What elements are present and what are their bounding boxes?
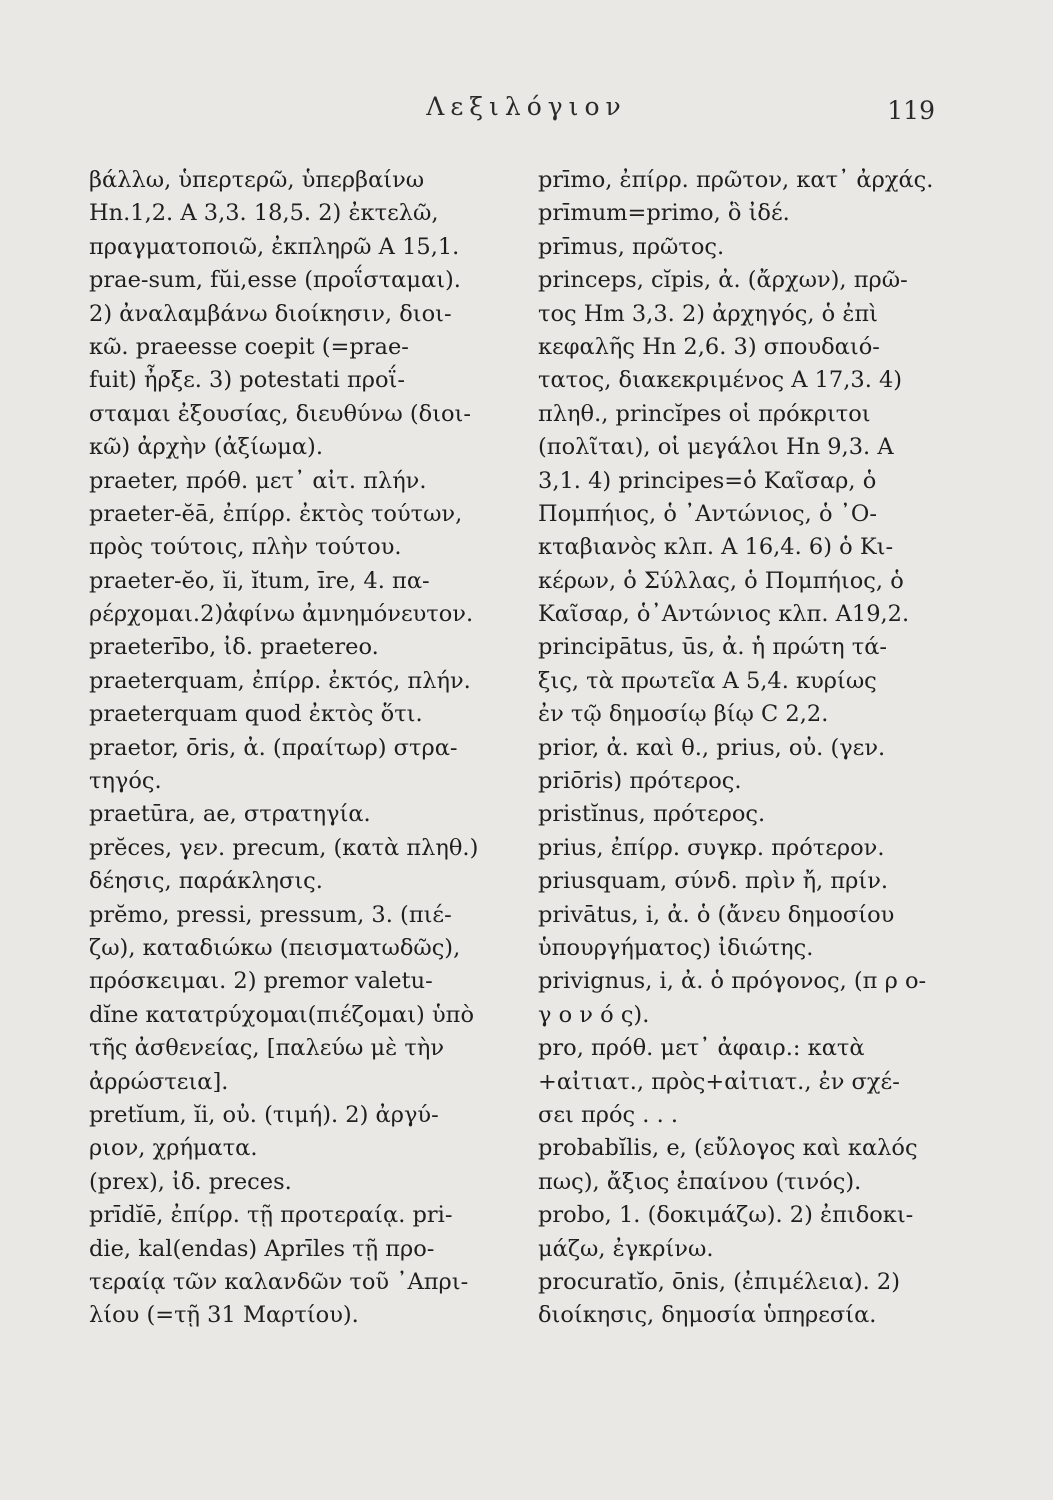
entry-line: σταμαι ἐξουσίας, διευθύνω (διοι- xyxy=(89,400,471,427)
entry-line: πρὸς τούτοις, πλὴν τούτου. xyxy=(89,534,402,561)
entry-line: prius, ἐπίρρ. συγκρ. πρότερον. xyxy=(538,834,885,861)
entry-line: 2) ἀναλαμβάνω διοίκησιν, διοι- xyxy=(89,300,452,327)
entry-line: μάζω, ἐγκρίνω. xyxy=(538,1235,714,1262)
entry-line: πως), ἄξιος ἐπαίνου (τινός). xyxy=(538,1168,862,1195)
entry-line: κῶ. praeesse coepit (=prae- xyxy=(89,333,409,360)
entry-line: praeterquam, ἐπίρρ. ἐκτός, πλήν. xyxy=(89,667,471,694)
entry-line: prĕmo, pressi, pressum, 3. (πιέ- xyxy=(89,901,452,928)
entry-line: Καῖσαρ, ὁ᾽Αντώνιος κλπ. A19,2. xyxy=(538,601,910,628)
entry-line: privātus, i, ἀ. ὁ (ἄνευ δημοσίου xyxy=(538,901,895,928)
entry-line: Hn.1,2. A 3,3. 18,5. 2) ἐκτελῶ, xyxy=(89,200,439,227)
entry-line: σει πρός . . . xyxy=(538,1101,679,1128)
entry-line: probabĭlis, e, (εὔλογος καὶ καλός xyxy=(538,1135,918,1162)
entry-line: praeter-ĕā, ἐπίρρ. ἐκτὸς τούτων, xyxy=(89,500,463,527)
entry-line: prīmo, ἐπίρρ. πρῶτον, κατ᾽ ἀρχάς. xyxy=(538,167,934,193)
entry-line: praetūra, ae, στρατηγία. xyxy=(89,801,371,828)
right-column xyxy=(538,164,948,1333)
entry-line: κεφαλῆς Hn 2,6. 3) σπουδαιό- xyxy=(538,333,880,360)
entry-line: priusquam, σύνδ. πρὶν ἤ, πρίν. xyxy=(538,868,889,895)
entry-line: praeter, πρόθ. μετ᾽ αἰτ. πλήν. xyxy=(89,467,427,494)
entry-line: τηγός. xyxy=(89,768,162,795)
entry-line: ἀρρώστεια]. xyxy=(89,1068,229,1095)
entry-line: ρέρχομαι.2)ἀφίνω ἀμνημόνευτον. xyxy=(89,601,474,628)
entry-line: 3,1. 4) principes=ὁ Καῖσαρ, ὁ xyxy=(538,467,877,494)
entry-line: prīmus, πρῶτος. xyxy=(538,233,725,260)
entry-line: τῆς ἀσθενείας, [παλεύω μὲ τὴν xyxy=(89,1035,445,1062)
page-number: 119 xyxy=(887,96,935,125)
entry-line: (πολῖται), οἱ μεγάλοι Hn 9,3. A xyxy=(538,434,894,461)
entry-line: γ ο ν ό ς). xyxy=(538,1001,650,1028)
left-column xyxy=(89,164,499,1333)
entry-line: Πομπήιος, ὁ ᾽Αντώνιος, ὁ ᾽Ο- xyxy=(538,500,877,527)
entry-line: prīdĭē, ἐπίρρ. τῇ προτεραίᾳ. pri- xyxy=(89,1202,453,1229)
entry-line: διοίκησις, δημοσία ὑπηρεσία. xyxy=(538,1302,877,1329)
entry-line: fuit) ἦρξε. 3) potestati προΐ- xyxy=(89,367,405,394)
entry-line: τατος, διακεκριμένος A 17,3. 4) xyxy=(538,367,903,394)
entry-line: prae-sum, fŭi,esse (προΐσταμαι). xyxy=(89,267,461,294)
entry-line: ζω), καταδιώκω (πεισματωδῶς), xyxy=(89,934,461,961)
entry-line: pretĭum, ĭi, οὐ. (τιμή). 2) ἀργύ- xyxy=(89,1101,439,1128)
entry-line: +αἰτιατ., πρὸς+αἰτιατ., ἐν σχέ- xyxy=(538,1068,900,1095)
entry-line: probo, 1. (δοκιμάζω). 2) ἐπιδοκι- xyxy=(538,1202,914,1229)
entry-line: dĭne κατατρύχομαι(πιέζομαι) ὑπὸ xyxy=(89,1001,474,1028)
entry-line: ἐν τῷ δημοσίῳ βίῳ C 2,2. xyxy=(538,701,829,728)
entry-line: δέησις, παράκλησις. xyxy=(89,868,323,895)
entry-line: κταβιανὸς κλπ. A 16,4. 6) ὁ Κι- xyxy=(538,534,894,561)
entry-line: ξις, τὰ πρωτεῖα A 5,4. κυρίως xyxy=(538,667,877,694)
entry-line: praeterībo, ἰδ. praetereo. xyxy=(89,634,379,661)
entry-line: τος Hm 3,3. 2) ἀρχηγός, ὁ ἐπὶ xyxy=(538,300,879,327)
entry-line: λίου (=τῇ 31 Μαρτίου). xyxy=(89,1302,359,1329)
entry-line: pristĭnus, πρότερος. xyxy=(538,801,766,828)
entry-line: praeterquam quod ἐκτὸς ὅτι. xyxy=(89,701,423,728)
entry-line: privignus, i, ἀ. ὁ πρόγονος, (π ρ ο- xyxy=(538,968,927,995)
entry-line: prior, ἀ. καὶ θ., prius, οὐ. (γεν. xyxy=(538,734,886,761)
entry-line: praetor, ōris, ἀ. (πραίτωρ) στρα- xyxy=(89,734,458,761)
entry-line: ριον, χρήματα. xyxy=(89,1135,258,1162)
entry-line: πραγματοποιῶ, ἐκπληρῶ A 15,1. xyxy=(89,233,460,260)
entry-line: princeps, cĭpis, ἀ. (ἄρχων), πρῶ- xyxy=(538,267,908,294)
entry-line: die, kal(endas) Aprīles τῇ προ- xyxy=(89,1235,435,1262)
entry-line: prīmum=primo, ὃ ἰδέ. xyxy=(538,200,790,227)
entry-line: βάλλω, ὑπερτερῶ, ὑπερβαίνω xyxy=(89,167,425,193)
entry-line: τεραίᾳ τῶν καλανδῶν τοῦ ᾽Απρι- xyxy=(89,1268,469,1295)
entry-line: priōris) πρότερος. xyxy=(538,768,742,795)
entry-line: κῶ) ἀρχὴν (ἀξίωμα). xyxy=(89,434,323,461)
entry-line: prĕces, γεν. precum, (κατὰ πληθ.) xyxy=(89,834,479,861)
entry-line: (prex), ἰδ. preces. xyxy=(89,1168,292,1195)
page-title: Λεξιλόγιον xyxy=(426,92,627,121)
entry-line: πρόσκειμαι. 2) premor valetu- xyxy=(89,968,433,995)
entry-line: procuratĭo, ōnis, (ἐπιμέλεια). 2) xyxy=(538,1268,900,1295)
entry-line: praeter-ĕo, ĭi, ĭtum, īre, 4. πα- xyxy=(89,567,430,594)
entry-line: principātus, ūs, ἀ. ἡ πρώτη τά- xyxy=(538,634,888,661)
entry-line: pro, πρόθ. μετ᾽ ἀφαιρ.: κατὰ xyxy=(538,1035,865,1062)
entry-line: κέρων, ὁ Σύλλας, ὁ Πομπήιος, ὁ xyxy=(538,567,904,594)
entry-line: πληθ., princĭpes οἱ πρόκριτοι xyxy=(538,400,871,427)
entry-line: ὑπουργήματος) ἰδιώτης. xyxy=(538,934,814,961)
